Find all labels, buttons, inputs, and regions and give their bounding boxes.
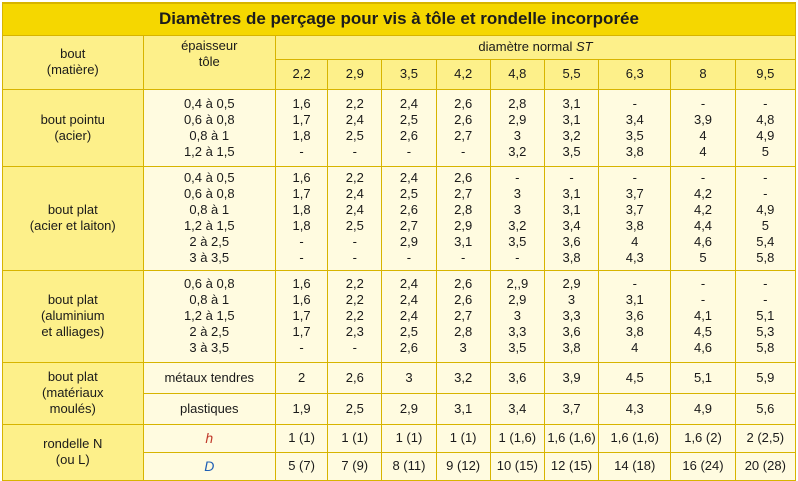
value-cell: - 3,4 3,5 3,8 [599, 89, 671, 166]
value-cell: 1 (1) [436, 424, 490, 452]
diameter-header: 2,2 [276, 59, 328, 89]
value-cell: 4,9 [671, 393, 735, 424]
value-cell: 3,1 3,1 3,2 3,5 [544, 89, 598, 166]
value-cell: - 4,8 4,9 5 [735, 89, 795, 166]
value-cell: 2 [276, 362, 328, 393]
thickness-cell: métaux tendres [143, 362, 275, 393]
value-cell: 1,6 1,7 1,8 - [276, 89, 328, 166]
value-cell: 2 (2,5) [735, 424, 795, 452]
thickness-cell: 0,6 à 0,8 0,8 à 1 1,2 à 1,5 2 à 2,5 3 à 3,5 [143, 270, 275, 362]
table-row [3, 270, 796, 362]
value-cell: 3,7 [544, 393, 598, 424]
group-label: bout plat (acier et laiton) [3, 166, 144, 270]
table-row [3, 89, 796, 166]
value-cell: 9 (12) [436, 452, 490, 480]
value-cell: 2,2 2,4 2,4 2,5 - - [328, 166, 382, 270]
value-cell: 14 (18) [599, 452, 671, 480]
value-cell: 2,4 2,5 2,6 - [382, 89, 436, 166]
value-cell: 2,5 [328, 393, 382, 424]
diameter-header: 5,5 [544, 59, 598, 89]
value-cell: 2,6 2,7 2,8 2,9 3,1 - [436, 166, 490, 270]
value-cell: 2,4 2,4 2,4 2,5 2,6 [382, 270, 436, 362]
value-cell: - - 4,9 5 5,4 5,8 [735, 166, 795, 270]
value-cell: 12 (15) [544, 452, 598, 480]
value-cell: - - 4,1 4,5 4,6 [671, 270, 735, 362]
value-cell: 3,1 [436, 393, 490, 424]
value-cell: 2,6 [328, 362, 382, 393]
value-cell: 3 [382, 362, 436, 393]
value-cell: 2,9 [382, 393, 436, 424]
value-cell: - 3,1 3,1 3,4 3,6 3,8 [544, 166, 598, 270]
value-cell: 5,9 [735, 362, 795, 393]
table-title: Diamètres de perçage pour vis à tôle et rondelle incorporée [3, 3, 796, 35]
thickness-cell: plastiques [143, 393, 275, 424]
value-cell: 2,,9 2,9 3 3,3 3,5 [490, 270, 544, 362]
value-cell: 2,2 2,2 2,2 2,3 - [328, 270, 382, 362]
value-cell: 2,6 2,6 2,7 2,8 3 [436, 270, 490, 362]
value-cell: 2,2 2,4 2,5 - [328, 89, 382, 166]
group-label: bout pointu (acier) [3, 89, 144, 166]
group-label: bout plat (matériaux moulés) [3, 362, 144, 424]
symbol-h: h [143, 424, 275, 452]
value-cell: 4,3 [599, 393, 671, 424]
value-cell: 1,6 1,6 1,7 1,7 - [276, 270, 328, 362]
value-cell: 1 (1) [382, 424, 436, 452]
diameter-header: 8 [671, 59, 735, 89]
value-cell: 3,2 [436, 362, 490, 393]
value-cell: 10 (15) [490, 452, 544, 480]
diameter-header: 4,8 [490, 59, 544, 89]
drilling-diameter-table [2, 2, 796, 481]
value-cell: - 3 3 3,2 3,5 - [490, 166, 544, 270]
value-cell: 5,1 [671, 362, 735, 393]
value-cell: 1,6 (1,6) [544, 424, 598, 452]
header-bout: bout (matière) [3, 35, 144, 89]
value-cell: 5,6 [735, 393, 795, 424]
value-cell: - - 5,1 5,3 5,8 [735, 270, 795, 362]
header-diametre: diamètre normal ST [276, 35, 796, 59]
diameter-header: 6,3 [599, 59, 671, 89]
diameter-header: 9,5 [735, 59, 795, 89]
value-cell: 2,6 2,6 2,7 - [436, 89, 490, 166]
value-cell: 20 (28) [735, 452, 795, 480]
value-cell: - 3,1 3,6 3,8 4 [599, 270, 671, 362]
value-cell: 1 (1) [328, 424, 382, 452]
group-label: rondelle N (ou L) [3, 424, 144, 480]
value-cell: 1,6 1,7 1,8 1,8 - - [276, 166, 328, 270]
value-cell: 2,9 3 3,3 3,6 3,8 [544, 270, 598, 362]
value-cell: 1,6 (2) [671, 424, 735, 452]
diameter-header: 3,5 [382, 59, 436, 89]
symbol-d: D [143, 452, 275, 480]
value-cell: 4,5 [599, 362, 671, 393]
thickness-cell: 0,4 à 0,5 0,6 à 0,8 0,8 à 1 1,2 à 1,5 2 à 2,5 3 à 3,5 [143, 166, 275, 270]
value-cell: 2,4 2,5 2,6 2,7 2,9 - [382, 166, 436, 270]
value-cell: 1,6 (1,6) [599, 424, 671, 452]
diameter-header: 2,9 [328, 59, 382, 89]
value-cell: 16 (24) [671, 452, 735, 480]
value-cell: - 3,9 4 4 [671, 89, 735, 166]
table-row [3, 166, 796, 270]
value-cell: 1 (1) [276, 424, 328, 452]
value-cell: 8 (11) [382, 452, 436, 480]
value-cell: 1,9 [276, 393, 328, 424]
value-cell: 3,9 [544, 362, 598, 393]
table-row [3, 424, 796, 452]
value-cell: - 3,7 3,7 3,8 4 4,3 [599, 166, 671, 270]
value-cell: 7 (9) [328, 452, 382, 480]
diameter-header: 4,2 [436, 59, 490, 89]
value-cell: - 4,2 4,2 4,4 4,6 5 [671, 166, 735, 270]
value-cell: 5 (7) [276, 452, 328, 480]
value-cell: 3,4 [490, 393, 544, 424]
group-label: bout plat (aluminium et alliages) [3, 270, 144, 362]
header-epaisseur: épaisseur tôle [143, 35, 275, 89]
value-cell: 3,6 [490, 362, 544, 393]
thickness-cell: 0,4 à 0,5 0,6 à 0,8 0,8 à 1 1,2 à 1,5 [143, 89, 275, 166]
value-cell: 2,8 2,9 3 3,2 [490, 89, 544, 166]
table-row [3, 362, 796, 393]
value-cell: 1 (1,6) [490, 424, 544, 452]
